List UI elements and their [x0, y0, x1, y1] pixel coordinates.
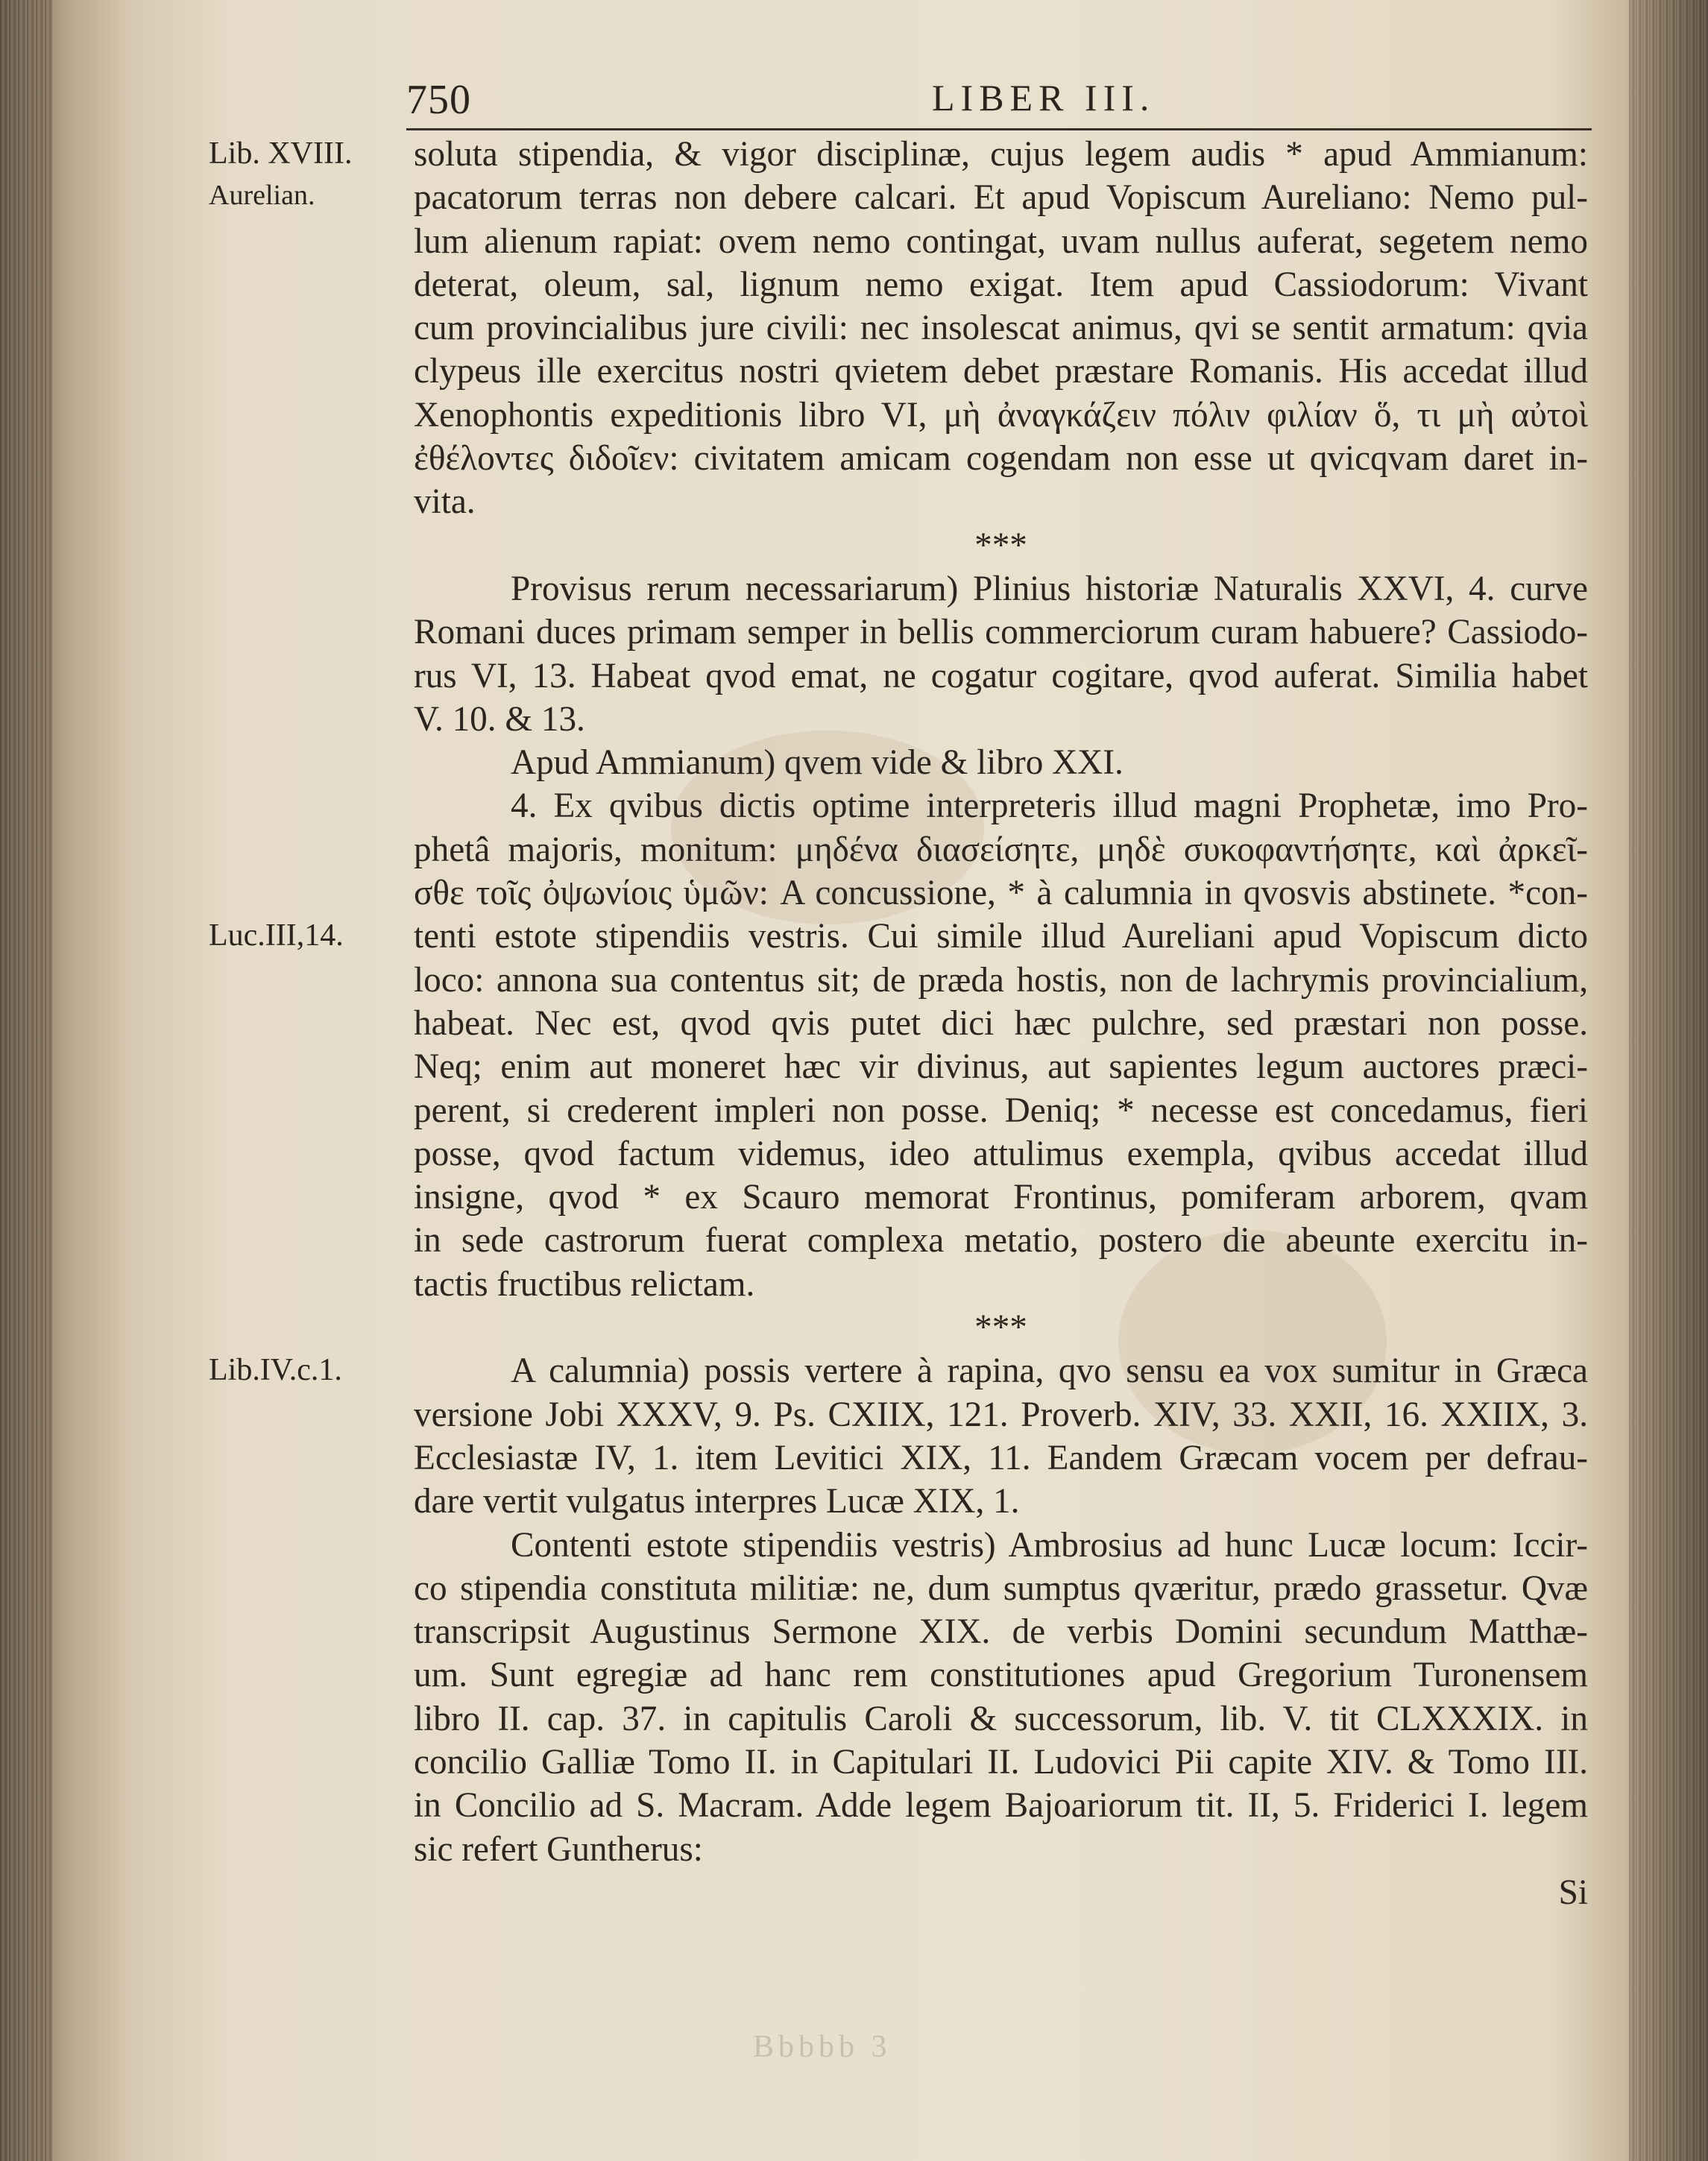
section-divider: ***: [974, 1308, 1027, 1348]
margin-note: Luc.III,14.: [209, 918, 344, 953]
text-line: in Concilio ad S. Macram. Adde legem Bajoariorum tit. II, 5. Friderici I. legem: [414, 1786, 1588, 1826]
text-line: transcripsit Augustinus Sermone XIX. de verbis Domini secundum Matthæ-: [414, 1612, 1588, 1652]
section-divider: ***: [974, 526, 1027, 565]
text-line: 4. Ex qvibus dictis optime interpreteris illud magni Prophetæ, imo Pro-: [511, 786, 1588, 826]
text-line: ἐθέλοντες διδοῖεν: civitatem amicam cogendam non esse ut qvicqvam daret in-: [414, 439, 1588, 479]
page-number: 750: [406, 77, 471, 123]
text-line: vita.: [414, 482, 476, 522]
text-line: soluta stipendia, & vigor disciplinæ, cujus legem audis * apud Ammianum:: [414, 135, 1588, 174]
text-line: clypeus ille exercitus nostri qvietem debet præstare Romanis. His accedat illud: [414, 352, 1588, 391]
text-line: insigne, qvod * ex Scauro memorat Frontinus, pomiferam arborem, qvam: [414, 1178, 1588, 1217]
text-line: in sede castrorum fuerat complexa metatio, postero die abeunte exercitu in-: [414, 1221, 1588, 1261]
text-line: pacatorum terras non debere calcari. Et apud Vopiscum Aureliano: Nemo pul-: [414, 178, 1588, 218]
running-head: LIBER III.: [932, 77, 1156, 119]
text-line: Contenti estote stipendiis vestris) Ambrosius ad hunc Lucæ locum: Iccir-: [511, 1525, 1588, 1565]
text-line: Xenophontis expeditionis libro VI, μὴ ἀναγκάζειν πόλιν φιλίαν ὅ, τι μὴ αὐτοὶ: [414, 395, 1588, 435]
text-line: deterat, oleum, sal, lignum nemo exigat. Item apud Cassiodorum: Vivant: [414, 265, 1588, 304]
text-line: habeat. Nec est, qvod qvis putet dici hæc pulchre, sed præstari non posse.: [414, 1003, 1588, 1043]
text-line: cum provincialibus jure civili: nec insolescat animus, qvi se sentit armatum: qvia: [414, 309, 1588, 348]
text-line: A calumnia) possis vertere à rapina, qvo sensu ea vox sumitur in Græca: [511, 1351, 1588, 1391]
catchword: Si: [1558, 1873, 1588, 1912]
text-line: loco: annona sua contentus sit; de præda hostis, non de lachrymis provincialium,: [414, 960, 1588, 1000]
margin-note: Aurelian.: [209, 180, 315, 212]
text-line: phetâ majoris, monitum: μηδένα διασείσητε, μηδὲ συκοφαντήσητε, καὶ ἀρκεῖ-: [414, 830, 1588, 869]
page-header: [406, 69, 1592, 130]
text-line: Romani duces primam semper in bellis commerciorum curam habuere? Cassiodo-: [414, 613, 1588, 652]
text-line: Provisus rerum necessariarum) Plinius historiæ Naturalis XXVI, 4. curve: [511, 569, 1588, 608]
text-line: libro II. cap. 37. in capitulis Caroli & successorum, lib. V. tit CLXXXIX. in: [414, 1699, 1588, 1738]
text-line: Neq; enim aut moneret hæc vir divinus, aut sapientes legum auctores præci-: [414, 1047, 1588, 1087]
book-spine-edge: [0, 0, 52, 2161]
text-line: Ecclesiastæ IV, 1. item Levitici XIX, 11. Eandem Græcam vocem per defrau-: [414, 1438, 1588, 1477]
page-stack-edge: [1629, 0, 1708, 2161]
text-line: versione Jobi XXXV, 9. Ps. CXIIX, 121. Proverb. XIV, 33. XXII, 16. XXIIX, 3.: [414, 1395, 1588, 1434]
text-line: co stipendia constituta militiæ: ne, dum sumptus qværitur, prædo grassetur. Qvæ: [414, 1568, 1588, 1608]
text-line: sic refert Guntherus:: [414, 1829, 703, 1869]
main-text: [414, 133, 1588, 1914]
text-line: posse, qvod factum videmus, ideo attulimus exempla, qvibus accedat illud: [414, 1134, 1588, 1173]
text-line: lum alienum rapiat: ovem nemo contingat, uvam nullus auferat, segetem nemo: [414, 221, 1588, 261]
signature-mark: Bbbbb 3: [753, 2030, 892, 2064]
text-line: um. Sunt egregiæ ad hanc rem constitutiones apud Gregorium Turonensem: [414, 1656, 1588, 1695]
margin-note: Lib.IV.c.1.: [209, 1353, 342, 1388]
text-line: concilio Galliæ Tomo II. in Capitulari II. Ludovici Pii capite XIV. & Tomo III.: [414, 1742, 1588, 1782]
text-line: tenti estote stipendiis vestris. Cui simile illud Aureliani apud Vopiscum dicto: [414, 917, 1588, 956]
text-line: Apud Ammianum) qvem vide & libro XXI.: [511, 743, 1124, 783]
text-line: perent, si crederent impleri non posse. Deniq; * necesse est concedamus, fieri: [414, 1091, 1588, 1130]
text-line: σθε τοῖς ὀψωνίοις ὑμῶν: A concussione, * à calumnia in qvosvis abstinete. *con-: [414, 874, 1588, 913]
margin-note: Lib. XVIII.: [209, 136, 353, 171]
text-line: tactis fructibus relictam.: [414, 1264, 755, 1304]
text-line: dare vertit vulgatus interpres Lucæ XIX, 1.: [414, 1482, 1020, 1521]
text-line: V. 10. & 13.: [414, 699, 585, 739]
text-line: rus VI, 13. Habeat qvod emat, ne cogatur cogitare, qvod auferat. Similia habet: [414, 656, 1588, 695]
